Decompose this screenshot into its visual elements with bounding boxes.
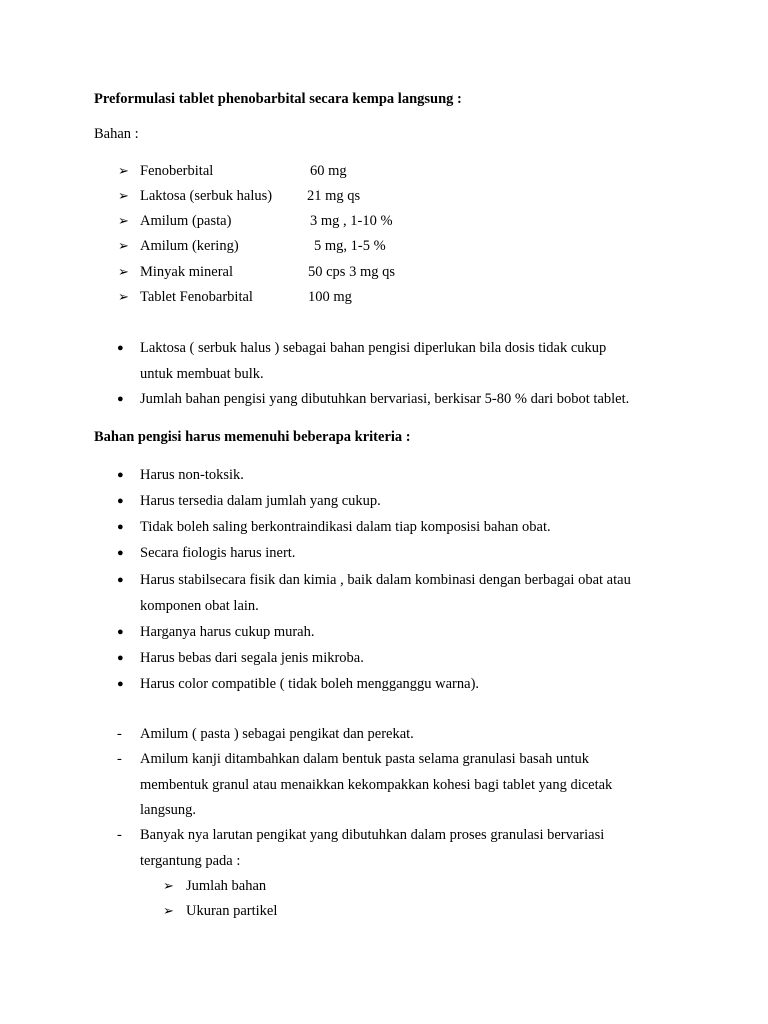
dash-marker: - xyxy=(117,751,122,767)
ingredient-name: Minyak mineral xyxy=(140,264,234,280)
dash-line: tergantung pada : xyxy=(140,853,241,869)
bullet-icon: ● xyxy=(117,469,124,481)
bullet-icon: ● xyxy=(117,547,124,559)
ingredient-value: 50 cps 3 mg qs xyxy=(308,264,395,280)
ingredient-name: Tablet Fenobarbital xyxy=(140,289,253,305)
sub-item-label: Ukuran partikel xyxy=(186,903,278,919)
arrow-bullet-icon: ➢ xyxy=(118,188,129,203)
bullet-icon: ● xyxy=(117,678,124,690)
criteria-line: Harus color compatible ( tidak boleh mengganggu warna). xyxy=(140,676,480,692)
ingredient-value: 5 mg, 1-5 % xyxy=(314,238,386,254)
ingredient-value: 100 mg xyxy=(308,289,352,305)
dash-line: Amilum ( pasta ) sebagai pengikat dan perekat. xyxy=(140,726,414,742)
ingredient-name: Fenoberbital xyxy=(140,163,214,179)
criteria-line: Harus tersedia dalam jumlah yang cukup. xyxy=(140,493,381,509)
ingredient-value: 3 mg , 1-10 % xyxy=(310,213,393,229)
criteria-line: Harus bebas dari segala jenis mikroba. xyxy=(140,650,364,666)
criteria-line: Harganya harus cukup murah. xyxy=(140,624,315,640)
bullet-icon: ● xyxy=(117,495,124,507)
note-line: Jumlah bahan pengisi yang dibutuhkan bervariasi, berkisar 5-80 % dari bobot tablet. xyxy=(140,391,630,407)
bahan-label: Bahan : xyxy=(94,126,139,142)
dash-line: Amilum kanji ditambahkan dalam bentuk pasta selama granulasi basah untuk xyxy=(140,751,589,767)
criteria-line: komponen obat lain. xyxy=(140,598,259,614)
bullet-icon: ● xyxy=(117,652,124,664)
criteria-line: Harus stabilsecara fisik dan kimia , baik dalam kombinasi dengan berbagai obat atau xyxy=(140,572,631,588)
arrow-bullet-icon: ➢ xyxy=(163,878,174,893)
bullet-icon: ● xyxy=(117,626,124,638)
dash-line: Banyak nya larutan pengikat yang dibutuhkan dalam proses granulasi bervariasi xyxy=(140,827,605,843)
bullet-icon: ● xyxy=(117,342,124,354)
dash-marker: - xyxy=(117,827,122,843)
dash-line: membentuk granul atau menaikkan kekompakkan kohesi bagi tablet yang dicetak xyxy=(140,777,613,793)
criteria-line: Tidak boleh saling berkontraindikasi dalam tiap komposisi bahan obat. xyxy=(140,519,551,535)
criteria-line: Secara fiologis harus inert. xyxy=(140,545,296,561)
arrow-bullet-icon: ➢ xyxy=(118,238,129,253)
ingredient-value: 60 mg xyxy=(310,163,347,179)
ingredient-value: 21 mg qs xyxy=(307,188,361,204)
arrow-bullet-icon: ➢ xyxy=(118,213,129,228)
ingredient-name: Laktosa (serbuk halus) xyxy=(140,188,273,204)
bullet-icon: ● xyxy=(117,521,124,533)
arrow-bullet-icon: ➢ xyxy=(118,163,129,178)
criteria-line: Harus non-toksik. xyxy=(140,467,244,483)
ingredient-name: Amilum (pasta) xyxy=(140,213,232,229)
dash-line: langsung. xyxy=(140,802,196,818)
arrow-bullet-icon: ➢ xyxy=(118,289,129,304)
dash-marker: - xyxy=(117,726,122,742)
note-line: Laktosa ( serbuk halus ) sebagai bahan pengisi diperlukan bila dosis tidak cukup xyxy=(140,340,607,356)
bullet-icon: ● xyxy=(117,393,124,405)
document-title: Preformulasi tablet phenobarbital secara kempa langsung : xyxy=(94,91,462,107)
sub-item-label: Jumlah bahan xyxy=(186,878,267,894)
note-line: untuk membuat bulk. xyxy=(140,366,264,382)
ingredient-name: Amilum (kering) xyxy=(140,238,239,254)
bullet-icon: ● xyxy=(117,574,124,586)
arrow-bullet-icon: ➢ xyxy=(163,903,174,918)
arrow-bullet-icon: ➢ xyxy=(118,264,129,279)
criteria-heading: Bahan pengisi harus memenuhi beberapa kriteria : xyxy=(94,429,411,445)
